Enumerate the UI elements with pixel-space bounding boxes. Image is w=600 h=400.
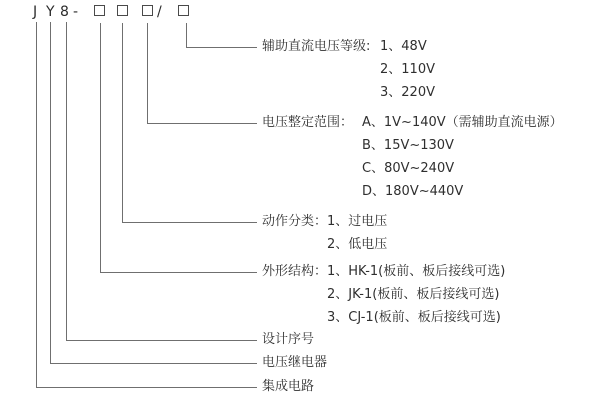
legend-options: [362, 111, 563, 203]
model-char: Y: [46, 4, 55, 20]
legend-block-integrated-circuit: [262, 375, 314, 398]
model-placeholder-box: [142, 5, 153, 16]
model-char: 8: [60, 4, 69, 20]
legend-label: 电压整定范围：: [262, 115, 354, 130]
legend-block-design-serial-number: [262, 328, 314, 351]
legend-block-voltage-setting-range: [262, 111, 563, 203]
legend-options: [327, 260, 505, 329]
legend-block-aux-dc-voltage-level: [262, 35, 435, 104]
legend-label: 电压继电器: [262, 355, 328, 370]
legend-label: 动作分类：: [262, 214, 328, 229]
legend-block-outline-structure: [262, 260, 505, 329]
legend-block-voltage-relay: [262, 351, 327, 374]
legend-option: C、80V~240V: [362, 161, 455, 176]
legend-label: 外形结构：: [262, 264, 328, 279]
legend-option: D、180V~440V: [362, 184, 464, 199]
legend-option: 2、低电压: [327, 237, 388, 252]
legend-option: 1、48V: [380, 39, 427, 54]
legend-label: 集成电路: [262, 379, 315, 394]
legend-options: [380, 35, 435, 104]
legend-option: 2、JK-1(板前、板后接线可选): [327, 287, 500, 302]
legend-option: 1、过电压: [327, 214, 388, 229]
legend-option: A、1V~140V（需辅助直流电源）: [362, 115, 563, 130]
legend-option: B、15V~130V: [362, 138, 454, 153]
model-placeholder-box: [117, 5, 128, 16]
legend-option: 2、110V: [380, 62, 435, 77]
legend-block-action-class: [262, 210, 387, 256]
legend-label: 设计序号: [262, 332, 315, 347]
connector-line-integrated-circuit: [36, 22, 257, 388]
model-placeholder-box: [178, 5, 189, 16]
legend-option: 3、CJ-1(板前、板后接线可选): [327, 310, 501, 325]
model-char: J: [33, 4, 38, 20]
model-char: /: [157, 4, 162, 20]
legend-option: 1、HK-1(板前、板后接线可选): [327, 264, 506, 279]
legend-option: 3、220V: [380, 85, 435, 100]
model-placeholder-box: [94, 5, 105, 16]
model-char: -: [73, 4, 79, 20]
legend-label: 辅助直流电压等级:: [262, 39, 371, 54]
legend-options: [327, 210, 387, 256]
